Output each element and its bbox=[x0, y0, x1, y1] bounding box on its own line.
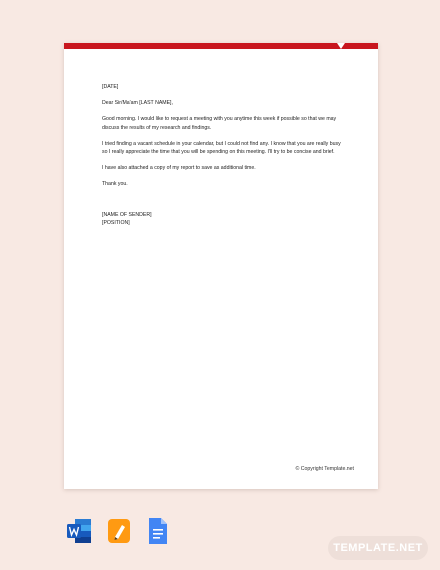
pages-icon[interactable] bbox=[106, 516, 132, 546]
copyright-text: © Copyright Template.net bbox=[295, 466, 354, 472]
letter-page bbox=[64, 43, 378, 489]
letter-closing: Thank you. bbox=[102, 181, 128, 188]
signature-block bbox=[102, 211, 342, 227]
header-notch bbox=[337, 43, 345, 49]
sender-position: [POSITION] bbox=[102, 219, 130, 226]
google-docs-icon[interactable] bbox=[147, 516, 169, 546]
letter-paragraph-1: Good morning. I would like to request a meeting with you anytime this week if possible so that we may discuss the results of my research and findings. bbox=[102, 116, 337, 131]
letter-paragraph-3: I have also attached a copy of my report to save as additional time. bbox=[102, 165, 256, 172]
brand-logo[interactable]: TEMPLATE.NET bbox=[328, 536, 428, 560]
letter-paragraph-2: I tried finding a vacant schedule in your calendar, but I could not find any. I know that you are really busy so I really appreciate the time that you will be spending on this meeting. I'll try to be concise and brief. bbox=[102, 140, 341, 156]
header-bar bbox=[64, 43, 378, 49]
sender-name: [NAME OF SENDER] bbox=[102, 211, 152, 218]
word-icon[interactable] bbox=[66, 516, 92, 546]
letter-body bbox=[102, 83, 342, 227]
letter-salutation: Dear Sir/Ma'am [LAST NAME], bbox=[102, 100, 173, 107]
letter-date: [DATE] bbox=[102, 84, 119, 90]
